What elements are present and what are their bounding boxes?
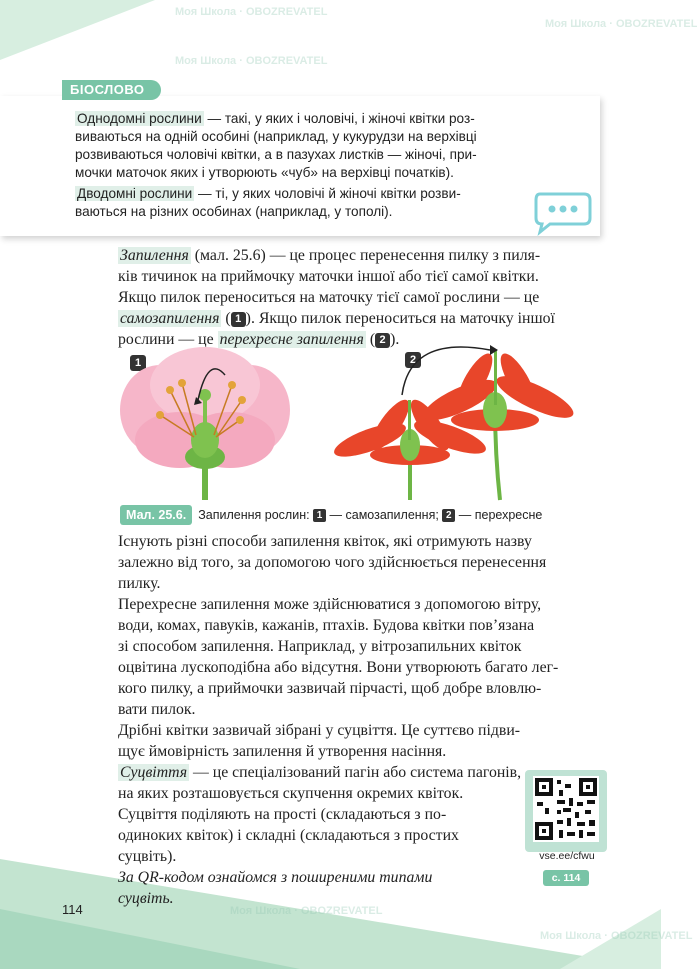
pink-flower-image [120,347,290,500]
figure-label-1: 1 [130,355,146,371]
qr-code-icon[interactable] [533,776,599,842]
term-cross-pollination: перехресне запилення [219,331,364,348]
figure-label-2: 2 [405,352,421,368]
qr-page-ref: с. 114 [543,870,589,886]
qr-url[interactable]: vse.ee/cfwu [539,850,595,862]
caption-number-1: 1 [313,509,326,522]
watermark: Моя Школа · OBOZREVATEL [540,930,693,942]
watermark: Моя Школа · OBOZREVATEL [545,18,697,30]
paragraph-small-flowers: Дрібні квітки зазвичай зібрані у суцвіття. Це суттєво підви- щує ймовірність запилення й утворення насіння. [118,722,521,760]
caption-number-2: 2 [442,509,455,522]
glossary-text [75,110,565,224]
figure-caption: Мал. 25.6. Запилення рослин: 1 — самозапилення; 2 — перехресне [120,505,620,525]
glossary-term-monoecious: Однодомні рослини [77,111,202,126]
top-corner-decoration [0,0,661,80]
paragraph-pollination: Запилення (мал. 25.6) — це процес перенесення пилку з пиля- ків тичинок на приймочку маточки іншої або тієї самої квітки. Якщо пилок переноситься на маточку тієї самої рослини — це самозапилення ( 1 ). Якщо пилок переноситься на маточку іншої рослини — це перехресне запилення ( 2 ). [118,247,555,348]
red-lily-flowers-image [331,345,579,500]
glossary-tag: БІОСЛОВО [62,80,161,100]
qr-prompt: За QR-кодом ознайомся з поширеними типами суцвіть. [118,869,433,907]
term-pollination: Запилення [120,247,189,264]
paragraph-ways: Існують різні способи запилення квіток, які отримують назву залежно від того, за допомогою чого здійснюється перенесення пилку. [118,533,547,592]
watermark: Моя Школа · OBOZREVATEL [230,905,383,917]
glossary-term-dioecious: Дводомні рослини [77,186,193,201]
page-number: 114 [62,902,83,917]
pollination-illustration [110,345,620,500]
paragraph-cross: Перехресне запилення може здійснюватися з допомогою вітру, води, комах, павуків, кажанів, птахів. Будова квітки пов’язана зі способом запилення. Наприклад, у вітрозапильних квіток оцвітина лускоподібна або відсутня. Вони утворюють багато лег- кого пилку, а приймочки зазвичай пірчасті, щоб добре вловлю- вати пилок. [118,596,559,718]
ref-number-2: 2 [375,333,390,348]
watermark: Моя Школа · OBOZREVATEL [175,55,328,67]
caption-tag: Мал. 25.6. [120,505,192,525]
speech-bubble-icon [532,190,592,234]
term-self-pollination: самозапилення [120,310,220,327]
term-inflorescence: Суцвіття [120,764,188,781]
ref-number-1: 1 [231,312,246,327]
glossary-monoecious: Однодомні рослини — такі, у яких і чоловічі, і жіночі квітки роз- виваються на одній особині (наприклад, у кукурудзи на верхівці розвиваються чоловічі квітки, а в пазухах листків — жіночі, при- мочки маточок яких і утворюють «чуб» на верхівці початків). [75,111,477,180]
glossary-dioecious: Дводомні рослини — ті, у яких чоловічі й жіночі квітки розви- ваються на різних особинах (наприклад, у тополі). [75,186,461,219]
paragraph-inflorescence: Суцвіття — це спеціалізований пагін або система пагонів, на яких розташовується скупчення окремих квіток. Суцвіття поділяють на прості (складаються з по- одиноких квіток) і складні (складаються з простих суцвіть). [118,764,522,865]
watermark: Моя Школа · OBOZREVATEL [175,6,328,18]
